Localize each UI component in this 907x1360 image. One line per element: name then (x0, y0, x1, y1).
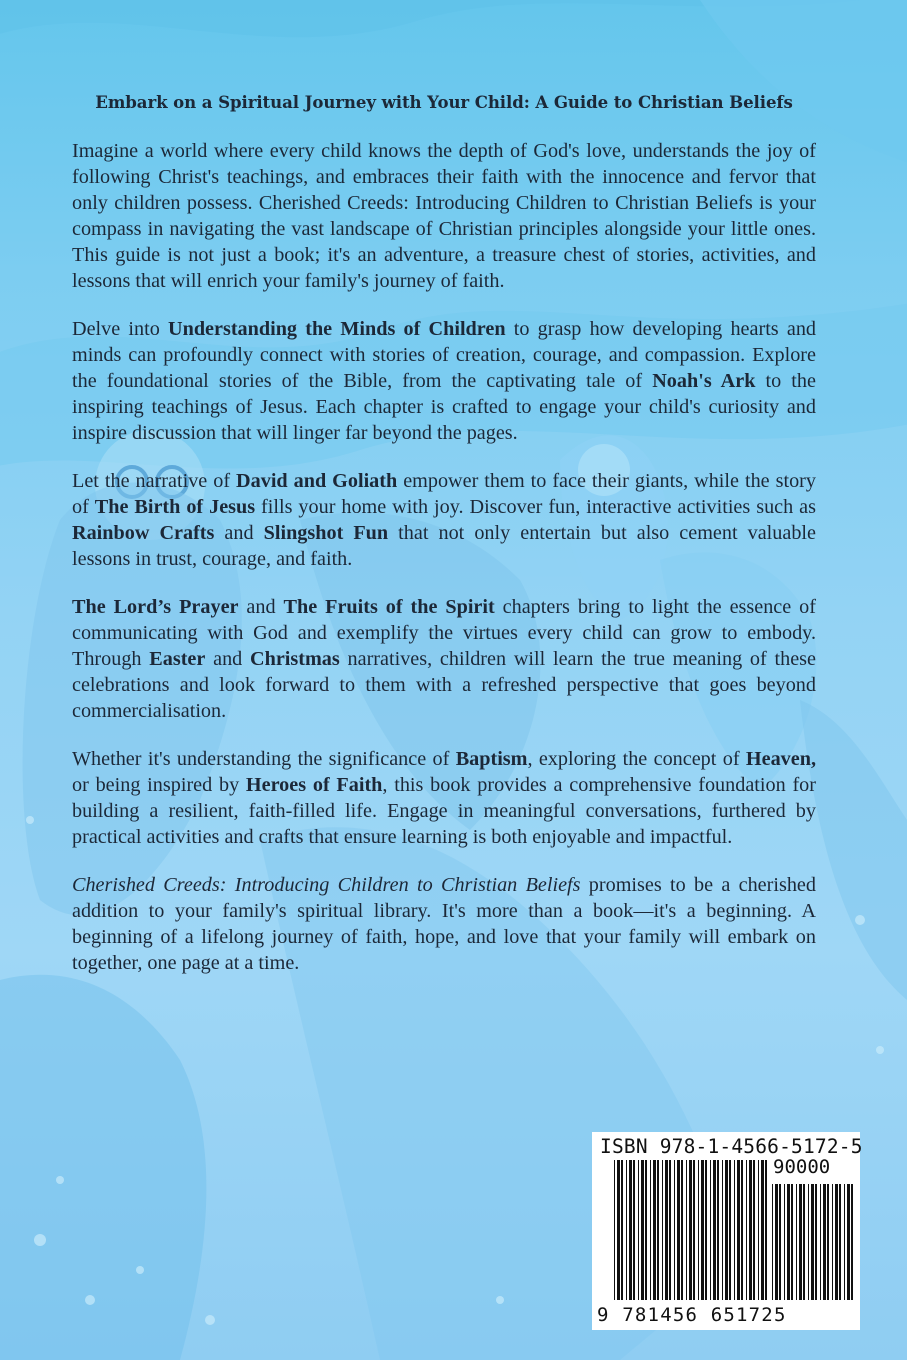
headline: Embark on a Spiritual Journey with Your Child: A Guide to Christian Beliefs (95, 92, 793, 112)
barcode-bar (779, 1184, 781, 1300)
barcode-bar (681, 1160, 683, 1300)
bold-term: Heroes of Faith (245, 774, 383, 796)
ean-digits: 9 781456 651725 (597, 1304, 787, 1326)
barcode-bar (737, 1160, 740, 1300)
barcode-bar (650, 1160, 651, 1300)
bold-term: Slingshot Fun (263, 522, 389, 544)
book-title-italic: Cherished Creeds: Introducing Children to Christian Beliefs (72, 874, 581, 896)
barcode-bar (626, 1160, 627, 1300)
barcode-bar (614, 1160, 615, 1300)
bold-term: Christmas (250, 648, 340, 670)
barcode-bar (689, 1160, 692, 1300)
barcode-bar (749, 1160, 752, 1300)
barcode-bar (799, 1184, 802, 1300)
barcode-bar (717, 1160, 719, 1300)
barcode-bar (698, 1160, 699, 1300)
isbn-label: ISBN 978-1-4566-5172-5 (600, 1135, 863, 1158)
barcode-bar (784, 1184, 785, 1300)
barcode-bar (734, 1160, 735, 1300)
barcode-bar (775, 1184, 778, 1300)
bold-term: Baptism (455, 748, 528, 770)
barcode-bar (796, 1184, 797, 1300)
barcode-bar (701, 1160, 704, 1300)
paragraph-closing: Cherished Creeds: Introducing Children to Christian Beliefs promises to be a cherished addition to your family's spiritual library. It's more than a book—it's a beginning. A beginning of a lifelong journey of faith, hope, and love that your family will embark on together, one page at a time. (72, 874, 816, 974)
barcode-bar (641, 1160, 644, 1300)
barcode-bar (827, 1184, 829, 1300)
barcode-bar (820, 1184, 821, 1300)
barcode-bar (746, 1160, 747, 1300)
barcode-bar (741, 1160, 743, 1300)
bold-term: Heaven, (745, 748, 816, 770)
bold-term: Understanding the Minds of Children (168, 318, 506, 340)
barcode-bar (662, 1160, 663, 1300)
paragraph-minds: Delve into Understanding the Minds of Children to grasp how developing hearts and minds can profoundly connect with stories of creation, courage, and compassion. Explore the foundational stories of the Bible, from the captivating tale of Noah's Ark to the inspiring teachings of Jesus. Each chapter is crafted to engage your child's curiosity and inspire discussion that will linger far beyond the pages. (72, 318, 817, 444)
barcode-bar (677, 1160, 680, 1300)
paragraph-baptism: Whether it's understanding the significance of Baptism, exploring the concept of Heaven, or being inspired by Heroes of Faith, this book provides a comprehensive foundation for building a resilient, faith-filled life. Engage in meaningful conversations, furthered by practical activities and crafts that ensure learning is both enjoyable and impactful. (72, 748, 816, 848)
barcode-bar (815, 1184, 817, 1300)
barcode-bar (811, 1184, 814, 1300)
barcode-bar (653, 1160, 656, 1300)
bold-term: Rainbow Crafts (72, 522, 215, 544)
barcode-bar (835, 1184, 838, 1300)
bold-term: The Lord’s Prayer (72, 596, 239, 618)
barcode-bar (832, 1184, 833, 1300)
barcode-bar (808, 1184, 809, 1300)
barcode-bar (729, 1160, 731, 1300)
description-text (72, 92, 816, 998)
barcode-bar (787, 1184, 790, 1300)
barcode-bar (638, 1160, 639, 1300)
paragraph-prayer: The Lord’s Prayer and The Fruits of the Spirit chapters bring to light the essence of communicating with God and exemplify the virtues every child can grow to embody. Through Easter and Christmas narratives, children will learn the true meaning of these celebrations and look forward to them with a refreshed perspective that goes beyond commercialisation. (72, 596, 816, 722)
bold-term: Noah's Ark (652, 370, 756, 392)
barcode-bar (710, 1160, 711, 1300)
barcode-bar (851, 1184, 853, 1300)
barcode-bar (686, 1160, 687, 1300)
bold-term: David and Goliath (236, 470, 398, 492)
barcode-bar (617, 1160, 620, 1300)
barcode-bar (758, 1160, 759, 1300)
barcode-bar (621, 1160, 623, 1300)
barcode-bar (839, 1184, 841, 1300)
barcode-bar (722, 1160, 723, 1300)
paragraph-david: Let the narrative of David and Goliath empower them to face their giants, while the story of The Birth of Jesus fills your home with joy. Discover fun, interactive activities such as Rainbow Crafts and Slingshot Fun that not only entertain but also cement valuable lessons in trust, courage, and faith. (72, 470, 817, 570)
barcode-bar (633, 1160, 635, 1300)
barcode-bar (693, 1160, 695, 1300)
barcode-bar (847, 1184, 850, 1300)
barcode-bar (761, 1160, 764, 1300)
bold-term: The Birth of Jesus (94, 496, 256, 518)
price-code: 90000 (773, 1156, 831, 1178)
barcode-bar (844, 1184, 845, 1300)
barcode-bar (772, 1184, 773, 1300)
bold-term: The Fruits of the Spirit (283, 596, 495, 618)
barcode-bar (823, 1184, 826, 1300)
barcode-bar (629, 1160, 632, 1300)
barcode-bar (713, 1160, 716, 1300)
barcode-bar (803, 1184, 805, 1300)
barcode-bar (765, 1160, 767, 1300)
barcode-bar (657, 1160, 659, 1300)
barcode-bar (753, 1160, 755, 1300)
barcode-bar (674, 1160, 675, 1300)
barcode-bar (791, 1184, 793, 1300)
paragraph-intro: Imagine a world where every child knows the depth of God's love, understands the joy of following Christ's teachings, and embraces their faith with the innocence and fervor that only children possess. Cherished Creeds: Introducing Children to Christian Beliefs is your compass in navigating the vast landscape of Christian principles alongside your little ones. This guide is not just a book; it's an adventure, a treasure chest of stories, activities, and lessons that will enrich your family's journey of faith. (72, 140, 816, 292)
barcode-bar (669, 1160, 671, 1300)
barcode-bar (705, 1160, 707, 1300)
bold-term: Easter (149, 648, 206, 670)
barcode-bar (725, 1160, 728, 1300)
barcode-bar (645, 1160, 647, 1300)
barcode-bar (665, 1160, 668, 1300)
isbn-barcode (592, 1132, 863, 1330)
